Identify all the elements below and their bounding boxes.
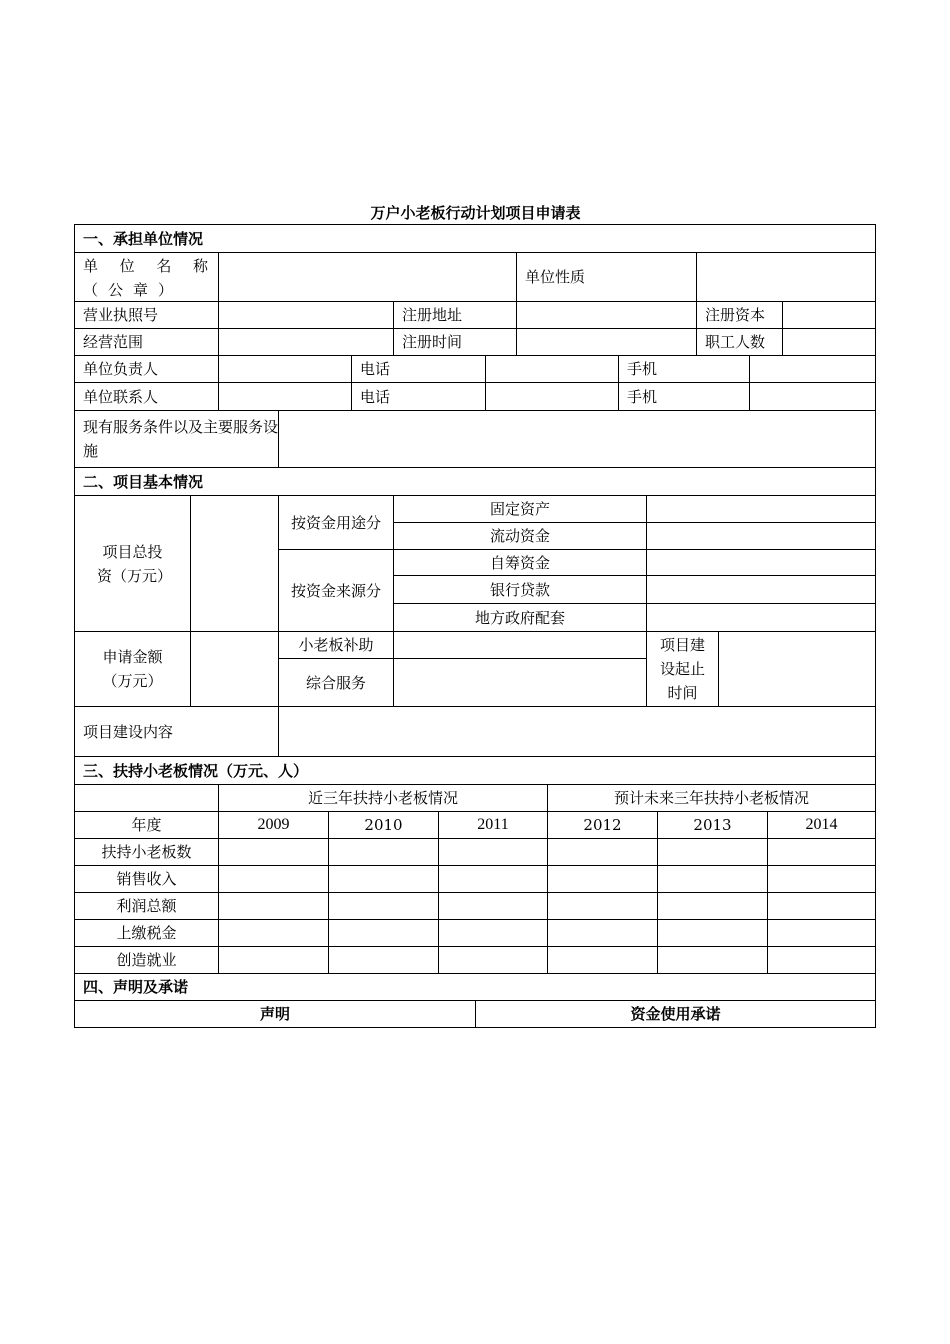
head-phone-label: 电话 — [352, 356, 486, 383]
business-scope-label: 经营范围 — [75, 329, 219, 356]
row-label-supported-count: 扶持小老板数 — [75, 839, 219, 866]
contact-phone-field[interactable] — [486, 383, 619, 411]
reg-capital-label: 注册资本 — [697, 302, 783, 329]
table-cell[interactable] — [548, 839, 658, 866]
table-cell[interactable] — [658, 839, 768, 866]
table-cell[interactable] — [329, 893, 439, 920]
table-cell[interactable] — [768, 839, 876, 866]
comprehensive-service-label: 综合服务 — [279, 659, 394, 707]
apply-amount-label: 申请金额（万元） — [75, 632, 191, 707]
by-source-label: 按资金来源分 — [279, 550, 394, 632]
table-cell[interactable] — [439, 893, 548, 920]
row-label-total-profit: 利润总额 — [75, 893, 219, 920]
table-cell[interactable] — [768, 920, 876, 947]
license-no-label: 营业执照号 — [75, 302, 219, 329]
section4-heading: 四、声明及承诺 — [75, 974, 876, 1001]
table-cell[interactable] — [658, 920, 768, 947]
table-cell[interactable] — [219, 947, 329, 974]
table-cell[interactable] — [439, 920, 548, 947]
head-mobile-field[interactable] — [750, 356, 876, 383]
page-title: 万户小老板行动计划项目申请表 — [370, 204, 581, 222]
content-field[interactable] — [279, 707, 876, 757]
facilities-field[interactable] — [279, 411, 876, 468]
section1-heading: 一、承担单位情况 — [75, 225, 876, 253]
comprehensive-service-field[interactable] — [394, 659, 647, 707]
reg-address-label: 注册地址 — [394, 302, 517, 329]
table-cell[interactable] — [768, 866, 876, 893]
reg-time-label: 注册时间 — [394, 329, 517, 356]
period-label: 项目建设起止时间 — [647, 632, 719, 707]
fixed-assets-field[interactable] — [647, 496, 876, 523]
unit-contact-label: 单位联系人 — [75, 383, 219, 411]
reg-capital-field[interactable] — [783, 302, 876, 329]
year-header-blank — [75, 785, 219, 812]
business-scope-field[interactable] — [219, 329, 394, 356]
period-field[interactable] — [719, 632, 876, 707]
head-mobile-label: 手机 — [619, 356, 750, 383]
table-cell[interactable] — [658, 947, 768, 974]
contact-phone-label: 电话 — [352, 383, 486, 411]
year-2014: 2014 — [768, 812, 876, 839]
total-investment-field[interactable] — [191, 496, 279, 632]
staff-count-field[interactable] — [783, 329, 876, 356]
table-cell[interactable] — [219, 839, 329, 866]
table-cell[interactable] — [439, 839, 548, 866]
bank-loan-field[interactable] — [647, 576, 876, 604]
self-raised-field[interactable] — [647, 550, 876, 576]
fixed-assets-label: 固定资产 — [394, 496, 647, 523]
table-cell[interactable] — [548, 866, 658, 893]
row-label-jobs-created: 创造就业 — [75, 947, 219, 974]
unit-name-field[interactable] — [219, 253, 517, 302]
apply-amount-field[interactable] — [191, 632, 279, 707]
table-cell[interactable] — [219, 866, 329, 893]
table-cell[interactable] — [439, 866, 548, 893]
unit-head-label: 单位负责人 — [75, 356, 219, 383]
boss-subsidy-label: 小老板补助 — [279, 632, 394, 659]
table-cell[interactable] — [548, 947, 658, 974]
reg-address-field[interactable] — [517, 302, 697, 329]
table-cell[interactable] — [329, 920, 439, 947]
contact-mobile-field[interactable] — [750, 383, 876, 411]
year-2012: 2012 — [548, 812, 658, 839]
year-2013: 2013 — [658, 812, 768, 839]
head-phone-field[interactable] — [486, 356, 619, 383]
reg-time-field[interactable] — [517, 329, 697, 356]
license-no-field[interactable] — [219, 302, 394, 329]
table-cell[interactable] — [658, 893, 768, 920]
boss-subsidy-field[interactable] — [394, 632, 647, 659]
year-2010: 2010 — [329, 812, 439, 839]
row-label-sales-revenue: 销售收入 — [75, 866, 219, 893]
content-label: 项目建设内容 — [75, 707, 279, 757]
table-cell[interactable] — [768, 893, 876, 920]
year-2009: 2009 — [219, 812, 329, 839]
year-2011: 2011 — [439, 812, 548, 839]
table-cell[interactable] — [658, 866, 768, 893]
table-cell[interactable] — [768, 947, 876, 974]
commitment-label: 资金使用承诺 — [476, 1001, 876, 1028]
year-label: 年度 — [75, 812, 219, 839]
facilities-label: 现有服务条件以及主要服务设施 — [75, 411, 279, 468]
total-investment-label: 项目总投资（万元） — [75, 496, 191, 632]
unit-head-field[interactable] — [219, 356, 352, 383]
section2-heading: 二、项目基本情况 — [75, 468, 876, 496]
past-three-years-label: 近三年扶持小老板情况 — [219, 785, 548, 812]
row-label-tax-paid: 上缴税金 — [75, 920, 219, 947]
future-three-years-label: 预计未来三年扶持小老板情况 — [548, 785, 876, 812]
section3-heading: 三、扶持小老板情况（万元、人） — [75, 757, 876, 785]
local-gov-label: 地方政府配套 — [394, 604, 647, 632]
working-capital-label: 流动资金 — [394, 523, 647, 550]
unit-name-label: 单位名称（公章） — [75, 253, 219, 302]
local-gov-field[interactable] — [647, 604, 876, 632]
table-cell[interactable] — [548, 893, 658, 920]
bank-loan-label: 银行贷款 — [394, 576, 647, 604]
unit-nature-label: 单位性质 — [517, 253, 697, 302]
table-cell[interactable] — [329, 866, 439, 893]
by-use-label: 按资金用途分 — [279, 496, 394, 550]
table-cell[interactable] — [219, 920, 329, 947]
table-cell[interactable] — [329, 947, 439, 974]
unit-contact-field[interactable] — [219, 383, 352, 411]
working-capital-field[interactable] — [647, 523, 876, 550]
self-raised-label: 自筹资金 — [394, 550, 647, 576]
unit-nature-field[interactable] — [697, 253, 876, 302]
table-cell[interactable] — [219, 893, 329, 920]
staff-count-label: 职工人数 — [697, 329, 783, 356]
table-cell[interactable] — [329, 839, 439, 866]
application-form-table — [74, 224, 876, 1028]
table-cell[interactable] — [548, 920, 658, 947]
declaration-label: 声明 — [75, 1001, 476, 1028]
contact-mobile-label: 手机 — [619, 383, 750, 411]
table-cell[interactable] — [439, 947, 548, 974]
